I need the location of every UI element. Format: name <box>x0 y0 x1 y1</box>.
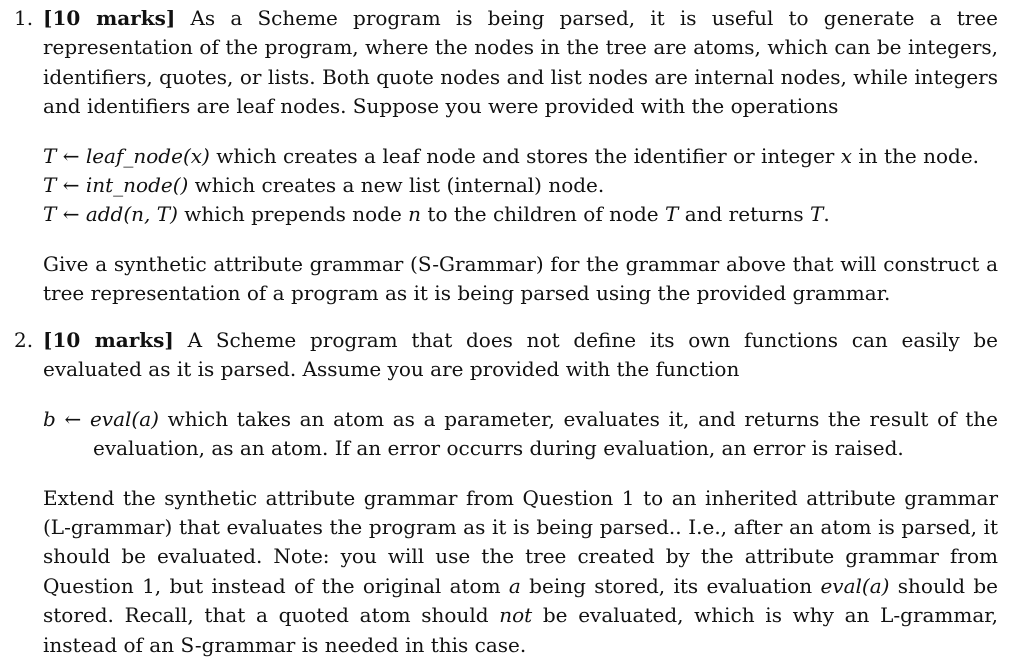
question-task: Extend the synthetic attribute grammar from Question 1 to an inherited attribute grammar (L-grammar) that evaluates the program as it is being parsed.. I.e., after an atom is parsed, it should be evaluated. Note: you will use the tree created by the attribute grammar from Question 1, but instead of the original atom a being stored, its evaluation eval(a) should be stored. Recall, that a quoted atom should not be evaluated, which is why an L-grammar, instead of an S-grammar is needed in this case. <box>43 485 998 657</box>
question-intro <box>43 4 998 122</box>
function-eval: b ← eval(a) which takes an atom as a parameter, evaluates it, and returns the result of the evaluation, as an atom. If an error occurrs during evaluation, an error is raised. <box>43 406 999 461</box>
intro-text: As a Scheme program is being parsed, it is useful to generate a tree representation of the program, where the nodes in the tree are atoms, which can be integers, identifiers, quotes, or lists. Both quote nodes and list nodes are internal nodes, while integers and identifiers are leaf nodes. Suppose you were provided with the operations <box>43 6 998 119</box>
question-number: 2. <box>14 328 34 352</box>
question-1 <box>14 4 1004 309</box>
question-body <box>43 326 998 660</box>
intro-text: A Scheme program that does not define its own functions can easily be evaluated as it is parsed. Assume you are provided with the function <box>43 328 999 382</box>
question-body <box>43 4 998 309</box>
operation-int-node: T ← int_node() which creates a new list (internal) node. <box>43 173 605 198</box>
marks-label: [10 marks] <box>43 6 176 30</box>
operation-add: T ← add(n, T) which prepends node n to the children of node T and returns T. <box>43 202 830 227</box>
question-intro <box>43 326 998 385</box>
question-number: 1. <box>14 6 34 30</box>
question-task: Give a synthetic attribute grammar (S-Grammar) for the grammar above that will construct a tree representation of a program as it is being parsed using the provided grammar. <box>43 251 998 306</box>
question-2 <box>14 326 1004 660</box>
operation-leaf-node: T ← leaf_node(x) which creates a leaf node and stores the identifier or integer x in the node. <box>43 143 980 168</box>
marks-label: [10 marks] <box>43 328 174 352</box>
